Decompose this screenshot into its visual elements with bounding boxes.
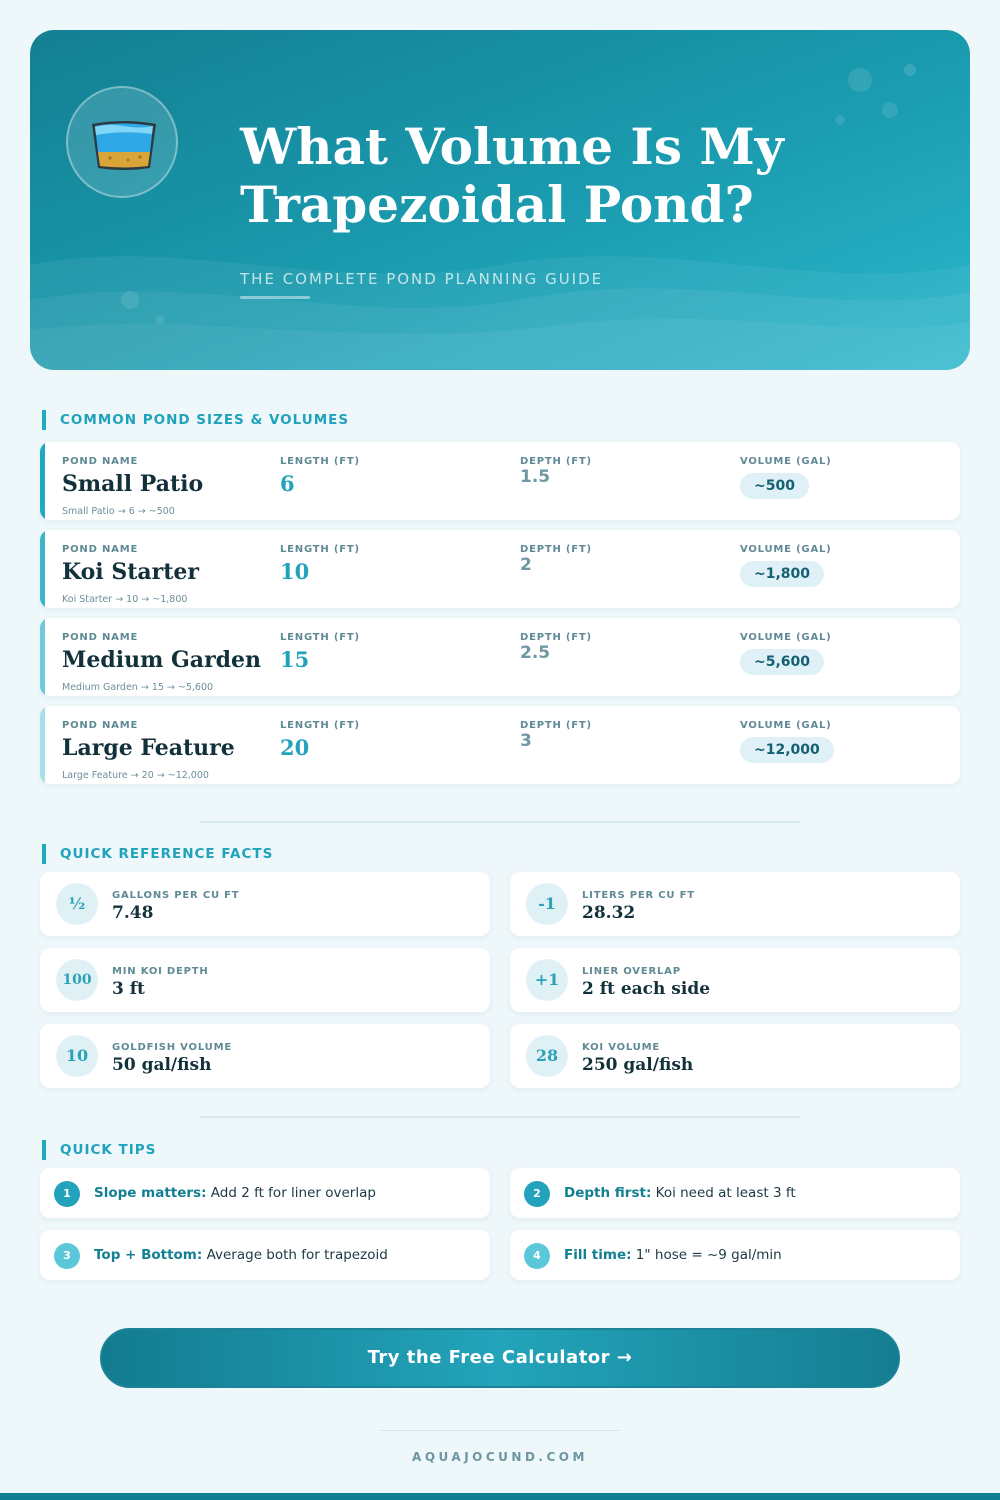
- pond-depth: 1.5: [520, 467, 551, 487]
- fact-label: MIN KOI DEPTH: [112, 966, 209, 977]
- fact-card: [40, 872, 490, 936]
- pond-row: [40, 530, 960, 608]
- divider: [200, 1116, 800, 1118]
- divider: [200, 821, 800, 823]
- section-heading-facts: QUICK REFERENCE FACTS: [42, 844, 273, 864]
- tip-body: Add 2 ft for liner overlap: [206, 1185, 376, 1201]
- pond-name-label: POND NAME: [62, 456, 139, 467]
- fact-card: [510, 872, 960, 936]
- tip-title: Depth first:: [564, 1185, 652, 1201]
- row-accent: [40, 442, 45, 520]
- pond-tank-icon: [66, 86, 178, 198]
- pond-length-label: LENGTH (FT): [280, 720, 360, 731]
- row-accent: [40, 706, 45, 784]
- tip-title: Fill time:: [564, 1247, 632, 1263]
- tip-card: [40, 1168, 490, 1218]
- tip-number: 4: [524, 1243, 550, 1269]
- pond-caption: Koi Starter → 10 → ~1,800: [62, 594, 188, 605]
- tip-number: 1: [54, 1181, 80, 1207]
- pond-depth: 3: [520, 731, 532, 751]
- pond-length-label: LENGTH (FT): [280, 544, 360, 555]
- fact-icon: 10: [56, 1035, 98, 1077]
- page-title: What Volume Is My Trapezoidal Pond?: [240, 117, 784, 234]
- pond-name-label: POND NAME: [62, 720, 139, 731]
- fact-label: KOI VOLUME: [582, 1042, 660, 1053]
- pond-length-label: LENGTH (FT): [280, 456, 360, 467]
- pond-length: 20: [280, 735, 310, 760]
- fact-label: GALLONS PER CU FT: [112, 890, 240, 901]
- fact-label: LITERS PER CU FT: [582, 890, 695, 901]
- fact-value: 50 gal/fish: [112, 1055, 212, 1075]
- pond-name: Medium Garden: [62, 647, 262, 673]
- row-accent: [40, 530, 45, 608]
- tip-text: [564, 1247, 782, 1263]
- fact-value: 250 gal/fish: [582, 1055, 694, 1075]
- pond-volume-badge-label: VOLUME (GAL): [740, 720, 832, 731]
- tip-title: Top + Bottom:: [94, 1247, 203, 1263]
- pond-volume-badge: ~12,000: [740, 737, 834, 763]
- pond-volume-badge-label: VOLUME (GAL): [740, 456, 832, 467]
- pond-caption: Large Feature → 20 → ~12,000: [62, 770, 209, 781]
- pond-name-label: POND NAME: [62, 632, 139, 643]
- tip-number: 2: [524, 1181, 550, 1207]
- pond-row: [40, 618, 960, 696]
- tip-text: [564, 1185, 796, 1201]
- pond-volume-badge: ~1,800: [740, 561, 824, 587]
- pond-length: 10: [280, 559, 310, 584]
- pond-name: Small Patio: [62, 471, 204, 497]
- row-accent: [40, 618, 45, 696]
- fact-card: [510, 948, 960, 1012]
- tip-card: [40, 1230, 490, 1280]
- pond-row: [40, 706, 960, 784]
- pond-length-label: LENGTH (FT): [280, 632, 360, 643]
- pond-volume-badge: ~500: [740, 473, 809, 499]
- footer-site[interactable]: AQUAJOCUND.COM: [412, 1450, 588, 1464]
- tip-body: Koi need at least 3 ft: [651, 1185, 796, 1201]
- fact-icon: -1: [526, 883, 568, 925]
- fact-card: [510, 1024, 960, 1088]
- fact-value: 3 ft: [112, 979, 145, 999]
- pond-volume-badge-label: VOLUME (GAL): [740, 632, 832, 643]
- pond-name: Koi Starter: [62, 559, 199, 585]
- bottom-bar: [0, 1493, 1000, 1500]
- tip-body: Average both for trapezoid: [202, 1247, 388, 1263]
- fact-label: GOLDFISH VOLUME: [112, 1042, 232, 1053]
- pond-depth: 2.5: [520, 643, 551, 663]
- fact-value: 2 ft each side: [582, 979, 711, 999]
- pond-caption: Small Patio → 6 → ~500: [62, 506, 175, 517]
- fact-label: LINER OVERLAP: [582, 966, 681, 977]
- fact-card: [40, 948, 490, 1012]
- fact-icon: +1: [526, 959, 568, 1001]
- calculator-cta-button[interactable]: Try the Free Calculator →: [100, 1328, 900, 1388]
- fact-icon: ½: [56, 883, 98, 925]
- page-subtitle: THE COMPLETE POND PLANNING GUIDE: [240, 270, 604, 288]
- tip-card: [510, 1230, 960, 1280]
- fact-icon: 28: [526, 1035, 568, 1077]
- pond-depth-label: DEPTH (FT): [520, 720, 592, 731]
- section-heading-tips: QUICK TIPS: [42, 1140, 156, 1160]
- pond-volume-badge: ~5,600: [740, 649, 824, 675]
- fact-card: [40, 1024, 490, 1088]
- tip-card: [510, 1168, 960, 1218]
- hero-banner: [30, 30, 970, 370]
- pond-length: 15: [280, 647, 310, 672]
- pond-depth-label: DEPTH (FT): [520, 632, 592, 643]
- tip-number: 3: [54, 1243, 80, 1269]
- section-heading-sizes: COMMON POND SIZES & VOLUMES: [42, 410, 349, 430]
- pond-volume-badge-label: VOLUME (GAL): [740, 544, 832, 555]
- tip-title: Slope matters:: [94, 1185, 207, 1201]
- fact-value: 28.32: [582, 903, 636, 923]
- pond-depth-label: DEPTH (FT): [520, 544, 592, 555]
- pond-depth: 2: [520, 555, 532, 575]
- footer-divider: [380, 1430, 620, 1431]
- pond-caption: Medium Garden → 15 → ~5,600: [62, 682, 214, 693]
- fact-icon: 100: [56, 959, 98, 1001]
- tip-body: 1" hose = ~9 gal/min: [631, 1247, 782, 1263]
- fact-value: 7.48: [112, 903, 154, 923]
- pond-depth-label: DEPTH (FT): [520, 456, 592, 467]
- tip-text: [94, 1247, 388, 1263]
- tip-text: [94, 1185, 376, 1201]
- pond-name-label: POND NAME: [62, 544, 139, 555]
- subtitle-underline: [240, 296, 310, 299]
- pond-row: [40, 442, 960, 520]
- pond-name: Large Feature: [62, 735, 235, 761]
- pond-length: 6: [280, 471, 295, 496]
